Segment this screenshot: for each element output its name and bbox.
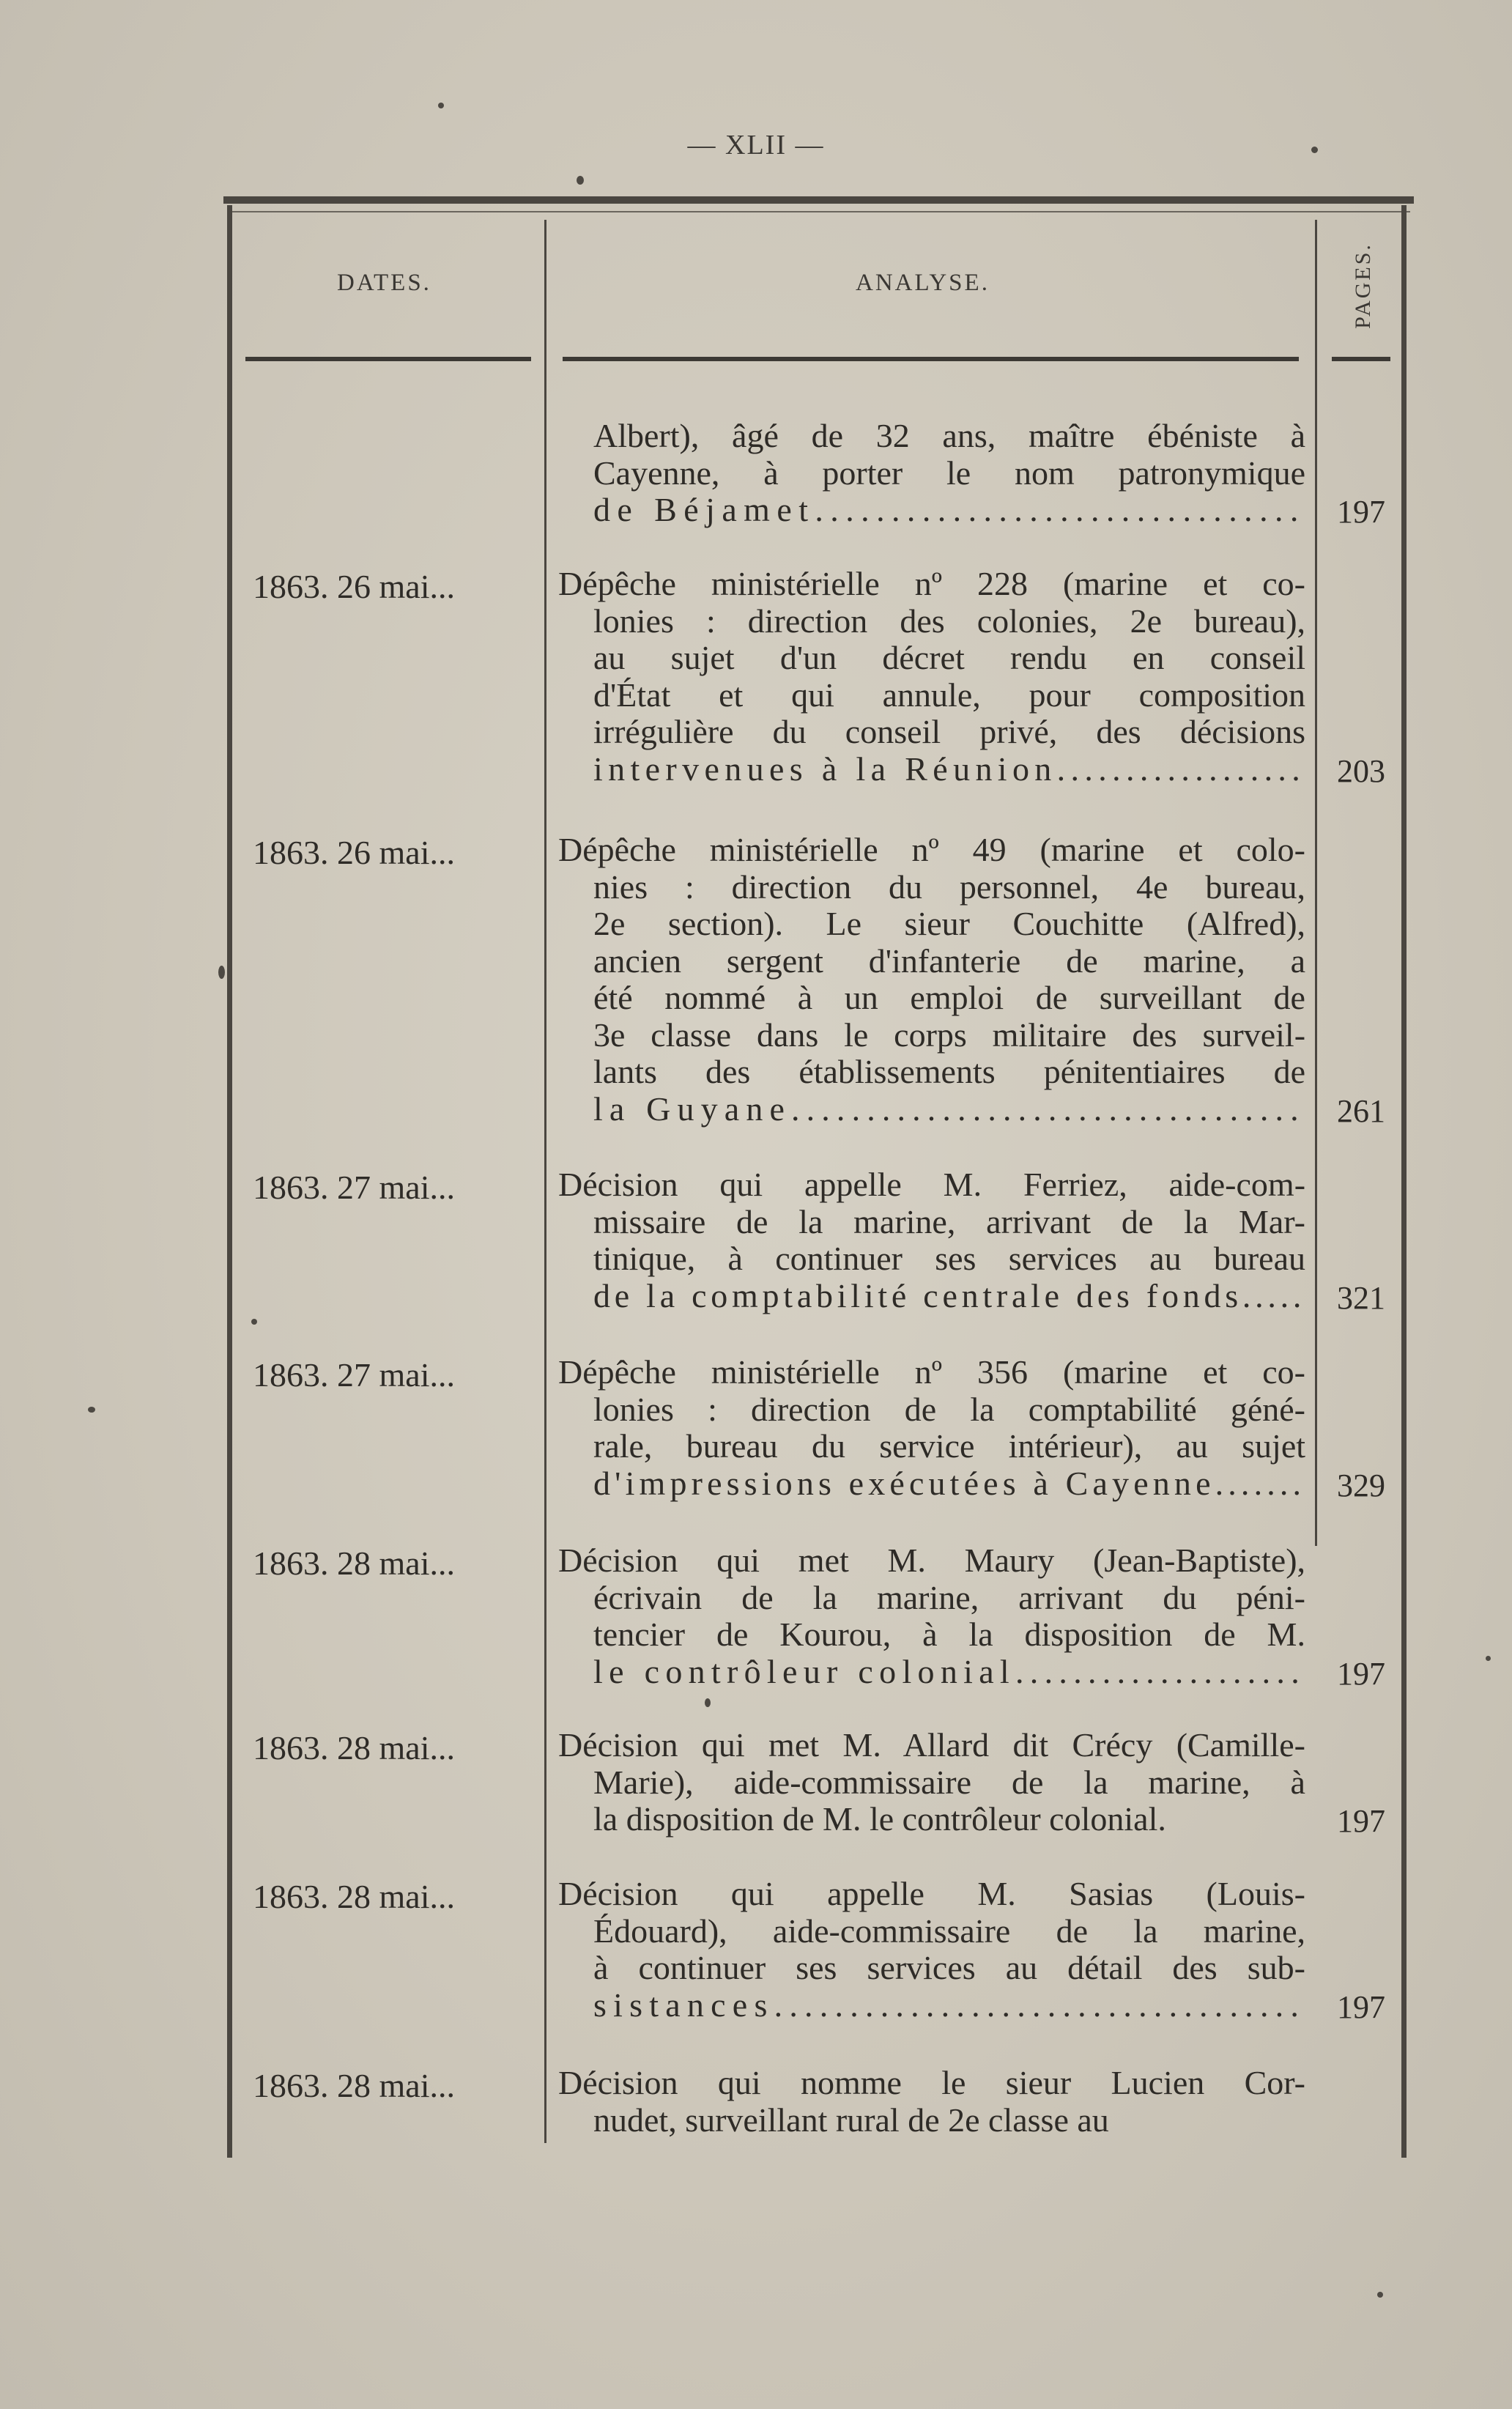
pages-header-cell	[1345, 227, 1382, 344]
analysis-line: Dépêche ministérielle nº 228 (marine et co-	[558, 565, 1305, 602]
analysis-line: Cayenne, à porter le nom patronymique	[593, 454, 1306, 492]
analysis-line: lonies : direction des colonies, 2e bureau),	[593, 602, 1306, 640]
analysis-line: Albert), âgé de 32 ans, maître ébéniste à	[593, 417, 1305, 454]
analyse-header-rule	[563, 357, 1299, 361]
table-top-rule	[223, 196, 1414, 204]
analysis-line: de la comptabilité centrale des fonds.....	[593, 1276, 1306, 1314]
paper-speck	[1486, 1656, 1491, 1661]
pages-header-rule	[1332, 357, 1390, 361]
analysis-line: 2e section). Le sieur Couchitte (Alfred),	[593, 905, 1306, 942]
analysis-line: lants des établissements pénitentiaires de	[593, 1053, 1305, 1090]
analysis-line: tinique, à continuer ses services au bureau	[593, 1240, 1306, 1277]
table-left-border	[227, 205, 232, 2158]
analysis-line: de Béjamet................................	[593, 491, 1305, 528]
entry-date: 1863. 28 mai...	[253, 1878, 455, 1915]
entry-date: 1863. 27 mai...	[253, 1356, 455, 1394]
entry-date: 1863. 26 mai...	[253, 834, 455, 871]
entry-date: 1863. 27 mai...	[253, 1169, 455, 1206]
analysis-line: la disposition de M. le contrôleur colonial.	[593, 1800, 1166, 1838]
page-number: 197	[1337, 1803, 1385, 1839]
analysis-line: été nommé à un emploi de surveillant de	[593, 979, 1305, 1016]
analysis-line: Décision qui met M. Allard dit Crécy (Camille-	[558, 1726, 1305, 1764]
analysis-line: d'État et qui annule, pour composition	[593, 676, 1306, 714]
entry-date: 1863. 28 mai...	[253, 1729, 455, 1766]
page-number: 197	[1337, 1655, 1385, 1692]
analysis-line: la Guyane..................................	[593, 1089, 1305, 1128]
analysis-line: écrivain de la marine, arrivant du péni-	[593, 1578, 1305, 1616]
entry-date: 1863. 28 mai...	[253, 1544, 455, 1582]
dates-header-rule	[245, 357, 531, 361]
analysis-line: Marie), aide-commissaire de la marine, à	[593, 1763, 1305, 1801]
analysis-line: tencier de Kourou, à la disposition de M.	[593, 1616, 1305, 1653]
analysis-line: au sujet d'un décret rendu en conseil	[593, 639, 1306, 676]
page-number: 197	[1337, 494, 1385, 530]
paper-speck	[1377, 2292, 1383, 2298]
entry-date: 1863. 26 mai...	[253, 568, 455, 605]
analysis-line: sistances...................................	[593, 1986, 1306, 2024]
page-number: 203	[1337, 752, 1385, 789]
analysis-line: Décision qui appelle M. Ferriez, aide-com-	[558, 1166, 1306, 1203]
analysis-line: Édouard), aide-commissaire de la marine,	[593, 1912, 1305, 1950]
dates-header: DATES.	[337, 270, 431, 296]
analysis-line: Dépêche ministérielle nº 49 (marine et colo-	[558, 831, 1305, 868]
paper-speck	[251, 1319, 257, 1325]
paper-speck	[438, 103, 444, 108]
analysis-line: à continuer ses services au détail des sub-	[593, 1949, 1305, 1986]
analysis-line: rale, bureau du service intérieur), au sujet	[593, 1427, 1306, 1465]
analysis-line: Dépêche ministérielle nº 356 (marine et co-	[558, 1353, 1305, 1391]
analysis-line: d'impressions exécutées à Cayenne.......	[593, 1464, 1306, 1502]
page-number: 321	[1337, 1279, 1385, 1316]
page-number: 261	[1337, 1092, 1385, 1129]
page-folio: — XLII —	[687, 130, 825, 160]
analysis-line: irrégulière du conseil privé, des décisions	[593, 713, 1306, 750]
pages-column-divider	[1315, 220, 1317, 1546]
pages-header: PAGES.	[1351, 243, 1375, 329]
paper-speck	[1311, 147, 1318, 153]
page-number: 197	[1337, 1988, 1385, 2025]
analyse-header: ANALYSE.	[856, 270, 990, 296]
analysis-line: nudet, surveillant rural de 2e classe au	[593, 2101, 1109, 2139]
analysis-line: 3e classe dans le corps militaire des surveil-	[593, 1015, 1306, 1054]
analysis-line: ancien sergent d'infanterie de marine, a	[593, 941, 1305, 980]
page-number: 329	[1337, 1467, 1385, 1503]
entry-date: 1863. 28 mai...	[253, 2067, 455, 2104]
analysis-line: lonies : direction de la comptabilité géné-	[593, 1390, 1305, 1428]
analysis-line: le contrôleur colonial....................	[593, 1652, 1306, 1690]
table-right-border	[1401, 205, 1407, 2158]
analysis-line: missaire de la marine, arrivant de la Mar-	[593, 1202, 1305, 1240]
analysis-line: intervenues à la Réunion..................	[593, 750, 1306, 788]
analysis-line: Décision qui met M. Maury (Jean-Baptiste),	[558, 1542, 1306, 1579]
analysis-line: nies : direction du personnel, 4e bureau,	[593, 867, 1305, 906]
dates-column-divider	[544, 220, 546, 2143]
paper-speck	[88, 1407, 95, 1413]
analysis-line: Décision qui nomme le sieur Lucien Cor-	[558, 2064, 1305, 2101]
paper-speck	[705, 1698, 711, 1707]
analysis-line: Décision qui appelle M. Sasias (Louis-	[558, 1875, 1305, 1912]
paper-speck	[218, 966, 225, 979]
table-top-thin-rule	[227, 211, 1410, 212]
paper-speck	[577, 176, 584, 185]
